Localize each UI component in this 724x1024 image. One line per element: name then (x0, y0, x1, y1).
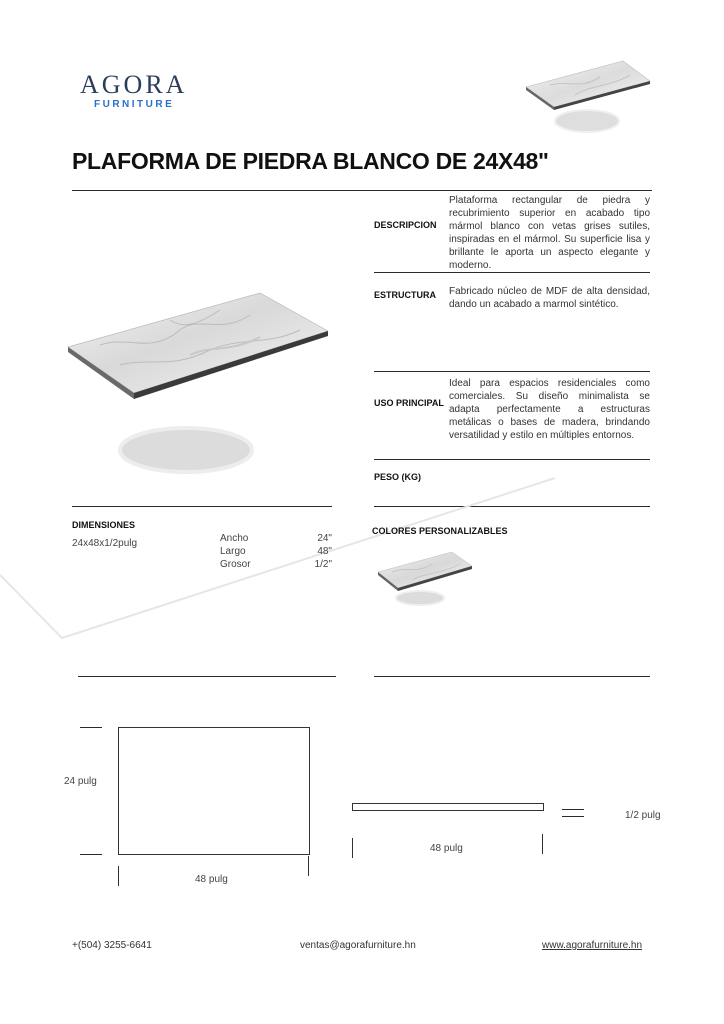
contact-email[interactable]: ventas@agorafurniture.hn (300, 940, 416, 951)
peso-label: PESO (KG) (374, 472, 422, 482)
uso-label: USO PRINCIPAL (374, 398, 444, 408)
colores-label: COLORES PERSONALIZABLES (372, 526, 508, 536)
side-thickness-label: 1/2 pulg (625, 810, 661, 821)
side-width-tick-left (352, 838, 353, 858)
top-width-label: 48 pulg (195, 874, 228, 885)
descripcion-label: DESCRIPCION (374, 220, 437, 230)
dim-grosor-value: 1/2" (314, 559, 332, 570)
top-dim-tick-upper (80, 727, 102, 728)
descripcion-text: Plataforma rectangular de piedra y recubrimiento superior en acabado tipo mármol blanco con vetas grises sutiles, inspiradas en el mármol. Su superficie lisa y brillante le aporta un aspecto elegante y moderno. (449, 195, 650, 271)
divider-uso (374, 459, 650, 460)
title-divider (72, 190, 652, 191)
contact-website-link[interactable]: www.agorafurniture.hn (542, 940, 643, 951)
dimensiones-label: DIMENSIONES (72, 520, 136, 530)
uso-text: Ideal para espacios residenciales como comerciales. Su diseño minimalista se adapta perfectamente a estructuras metálicas o bases de madera, brindando versatilidad y estilo en múltiples entornos. (449, 378, 650, 441)
dim-ancho-name: Ancho (220, 533, 249, 544)
side-view-bar (352, 803, 544, 811)
divider-left-bottom (78, 676, 336, 677)
top-view-rectangle (118, 727, 310, 855)
side-thickness-tick-upper (562, 809, 584, 810)
brand-logo: AGORA (80, 70, 188, 99)
dim-largo-name: Largo (220, 546, 246, 557)
dim-ancho-value: 24" (317, 533, 332, 544)
top-height-label: 24 pulg (64, 776, 97, 787)
estructura-text: Fabricado núcleo de MDF de alta densidad, dando un acabado a marmol sintético. (449, 286, 650, 310)
dimensiones-summary: 24x48x1/2pulg (72, 538, 138, 549)
side-width-label: 48 pulg (430, 843, 463, 854)
product-thumbnail-image (520, 55, 655, 135)
divider-estructura (374, 371, 650, 372)
divider-right-bottom (374, 676, 650, 677)
dim-largo-value: 48" (317, 546, 332, 557)
color-swatch-white-marble[interactable] (372, 548, 482, 608)
divider-descripcion (374, 272, 650, 273)
top-width-tick-right (308, 856, 309, 876)
page-title: PLAFORMA DE PIEDRA BLANCO DE 24X48" (72, 148, 549, 174)
side-thickness-tick-lower (562, 816, 584, 817)
brand-subtitle: FURNITURE (94, 99, 175, 110)
product-main-image (60, 285, 340, 485)
contact-phone[interactable]: +(504) 3255-6641 (72, 940, 152, 951)
side-width-tick-right (542, 834, 543, 854)
top-dim-tick-lower (80, 854, 102, 855)
estructura-label: ESTRUCTURA (374, 290, 436, 300)
top-width-tick-left (118, 866, 119, 886)
dim-grosor-name: Grosor (220, 559, 251, 570)
